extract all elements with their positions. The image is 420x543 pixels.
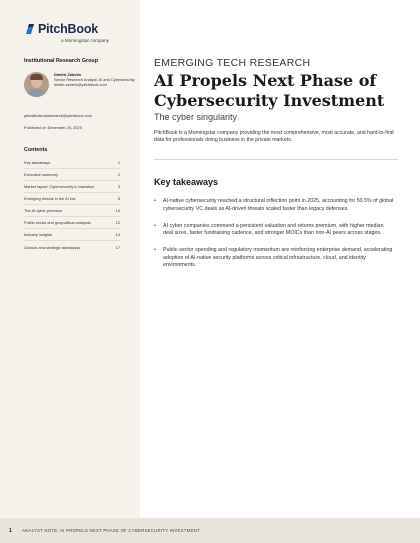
pitchbook-logo-icon bbox=[24, 23, 36, 35]
toc-item[interactable] bbox=[24, 193, 120, 205]
bullet-icon: • bbox=[154, 247, 156, 253]
takeaway-text: Public-sector spending and regulatory momentum are reinforcing enterprise demand, accelerating adoption of AI-native security platforms across critical infrastructure, cloud, and identity environments. bbox=[163, 247, 393, 268]
page-number: 1 bbox=[9, 527, 13, 534]
table-of-contents bbox=[24, 157, 120, 253]
toc-label: Key takeaways bbox=[24, 160, 51, 165]
sidebar bbox=[0, 0, 140, 518]
toc-page: 1 bbox=[117, 160, 120, 165]
list-item bbox=[154, 223, 394, 238]
takeaway-text: AI cyber companies command a persistent valuation and returns premium, with higher median deal sizes, faster fundraising cadence, and stronger MOICs than non-AI peers across stages. bbox=[163, 222, 384, 236]
toc-item[interactable] bbox=[24, 205, 120, 217]
toc-label: Outlook and strategic takeaways bbox=[24, 244, 81, 250]
intro-paragraph: PitchBook is a Morningstar company providing the most comprehensive, most accurate, and hard-to-find data for professionals doing business in the private markets. bbox=[154, 130, 394, 144]
divider bbox=[154, 159, 398, 160]
pitchbook-logo[interactable] bbox=[24, 22, 140, 36]
bullet-icon: • bbox=[154, 222, 156, 229]
toc-label: Industry insights bbox=[24, 232, 53, 237]
analyst-name: Dimitri Zabelin bbox=[54, 72, 82, 77]
toc-label: Market layout: Cybersecurity in transition bbox=[24, 184, 95, 189]
toc-label: The AI cyber premium bbox=[24, 208, 63, 213]
toc-page: 12 bbox=[115, 220, 120, 225]
toc-item[interactable] bbox=[24, 181, 120, 193]
toc-page: 10 bbox=[115, 208, 120, 213]
section-kicker: EMERGING TECH RESEARCH bbox=[154, 57, 311, 69]
page-subtitle: The cyber singularity bbox=[154, 112, 238, 122]
toc-item[interactable] bbox=[24, 169, 120, 181]
institutional-email[interactable]: pbinstitutionalresearch@pitchbook.com bbox=[24, 113, 92, 118]
analyst-info bbox=[54, 72, 135, 97]
toc-item[interactable] bbox=[24, 241, 120, 253]
toc-page: 3 bbox=[117, 184, 120, 189]
group-title: Institutional Research Group bbox=[24, 58, 98, 64]
contents-title: Contents bbox=[24, 147, 48, 153]
toc-page: 17 bbox=[115, 244, 120, 250]
avatar bbox=[24, 72, 49, 97]
toc-label: Public sector and geopolitical catalysts bbox=[24, 220, 91, 225]
toc-page: 2 bbox=[117, 172, 120, 177]
key-takeaways-heading: Key takeaways bbox=[154, 177, 219, 187]
footer-note: ANALYST NOTE: AI PROPELS NEXT PHASE OF CYBERSECURITY INVESTMENT bbox=[22, 528, 200, 533]
analyst-card bbox=[24, 72, 140, 97]
list-item bbox=[154, 198, 394, 213]
brand-name: PitchBook bbox=[38, 22, 99, 36]
toc-label: Executive summary bbox=[24, 172, 58, 177]
key-takeaways-list bbox=[154, 198, 394, 279]
toc-page: 5 bbox=[117, 196, 120, 201]
bullet-icon: • bbox=[154, 198, 156, 204]
published-date: Published on December 23, 2025 bbox=[24, 125, 82, 130]
list-item bbox=[154, 247, 394, 270]
page-footer bbox=[0, 518, 420, 543]
brand-tagline: a Morningstar company bbox=[61, 38, 110, 43]
page-title: AI Propels Next Phase of Cybersecurity Investment bbox=[154, 71, 385, 110]
toc-item[interactable] bbox=[24, 217, 120, 229]
analyst-email[interactable]: dimitri.zabelin@pitchbook.com bbox=[54, 82, 107, 88]
takeaway-text: AI-native cybersecurity reached a structural inflection point in 2025, accounting for 50.5% of global cybersecurity VC deals as AI-driven threats scaled faster than legacy defenses. bbox=[163, 198, 394, 212]
toc-item[interactable] bbox=[24, 157, 120, 169]
analyst-role: Senior Research Analyst, AI and Cybersecurity bbox=[54, 77, 135, 83]
toc-label: Emerging threats in the AI era bbox=[24, 196, 76, 201]
toc-page: 13 bbox=[115, 232, 120, 237]
toc-item[interactable] bbox=[24, 229, 120, 241]
